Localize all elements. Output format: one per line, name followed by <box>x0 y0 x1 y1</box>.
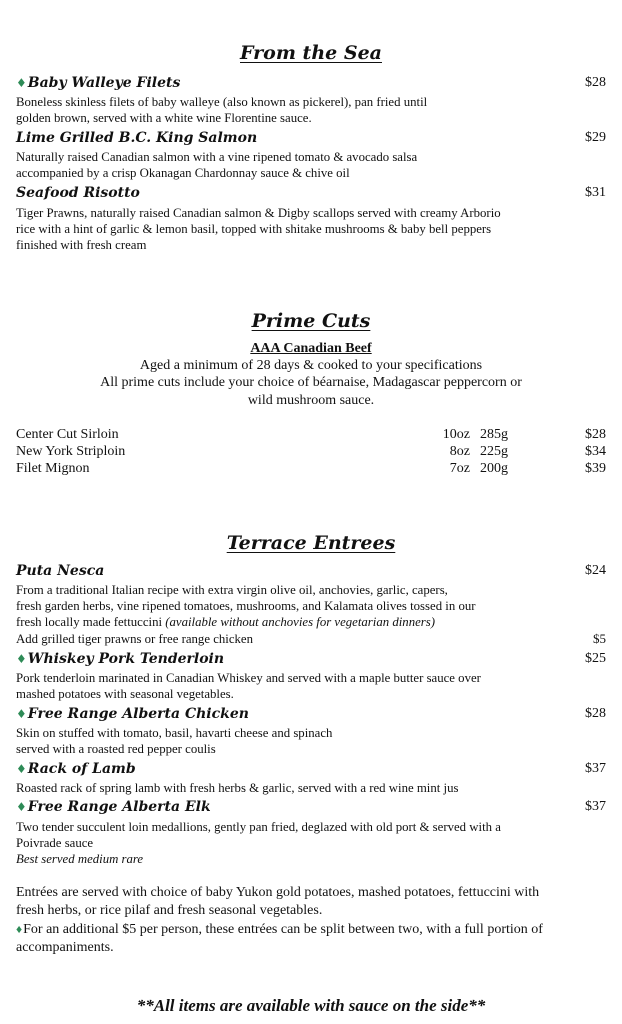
item-description <box>16 725 556 757</box>
item-name <box>16 75 180 91</box>
cut-price: $28 <box>585 427 606 442</box>
section-title-terrace: Terrace Entrees <box>226 532 396 554</box>
note-text: For an additional $5 per person, these entrées can be split between two, with a full portion of <box>23 922 543 937</box>
menu-item-alberta-elk <box>16 798 606 816</box>
cut-name: Filet Mignon <box>16 461 90 476</box>
menu-item-risotto <box>16 184 606 202</box>
item-name-text: Whiskey Pork Tenderloin <box>27 651 225 667</box>
beef-subtitle: AAA Canadian Beef <box>250 341 372 356</box>
menu-item-whiskey-pork <box>16 650 606 668</box>
note-line <box>16 920 596 939</box>
cut-oz: 10oz <box>442 427 470 442</box>
diamond-icon: ♦ <box>16 707 27 721</box>
item-price: $28 <box>585 75 606 90</box>
diamond-icon: ♦ <box>16 76 27 90</box>
cut-oz: 8oz <box>449 444 470 459</box>
cut-name: Center Cut Sirloin <box>16 427 119 442</box>
cut-row-sirloin <box>16 426 606 444</box>
beef-line: All prime cuts include your choice of béarnaise, Madagascar peppercorn or <box>100 375 522 390</box>
desc-line: Tiger Prawns, naturally raised Canadian salmon & Digby scallops served with creamy Arborio <box>16 206 501 220</box>
item-name <box>16 706 249 722</box>
desc-line: fresh garden herbs, vine ripened tomatoes, mushrooms, and Kalamata olives tossed in our <box>16 599 476 613</box>
item-name-text: Rack of Lamb <box>27 761 136 777</box>
diamond-icon: ♦ <box>16 762 27 776</box>
note-line: fresh herbs, or rice pilaf and fresh seasonal vegetables. <box>16 903 323 918</box>
addon-price: $5 <box>593 631 606 646</box>
item-price: $37 <box>585 761 606 776</box>
item-name <box>16 799 211 815</box>
beef-line: Aged a minimum of 28 days & cooked to your specifications <box>139 358 483 373</box>
desc-line: accompanied by a crisp Okanagan Chardonnay sauce & chive oil <box>16 166 350 180</box>
addon-text: Add grilled tiger prawns or free range chicken <box>16 632 253 646</box>
desc-line: From a traditional Italian recipe with extra virgin olive oil, anchovies, garlic, capers, <box>16 583 448 597</box>
desc-line: Skin on stuffed with tomato, basil, havarti cheese and spinach <box>16 726 333 740</box>
item-name-text: Free Range Alberta Chicken <box>27 706 249 722</box>
menu-item-puta-nesca <box>16 562 606 580</box>
item-price: $29 <box>585 130 606 145</box>
item-name <box>16 651 224 667</box>
menu-item-alberta-chicken <box>16 705 606 723</box>
item-name-text: Free Range Alberta Elk <box>27 799 211 815</box>
desc-line: Boneless skinless filets of baby walleye (also known as pickerel), pan fried until <box>16 95 428 109</box>
item-name-text: Baby Walleye Filets <box>27 75 181 91</box>
cut-grams: 285g <box>480 427 508 442</box>
item-description <box>16 670 576 702</box>
cut-name: New York Striploin <box>16 444 126 459</box>
desc-text: fresh locally made fettuccini <box>16 615 166 629</box>
desc-line: Pork tenderloin marinated in Canadian Whiskey and served with a maple butter sauce over <box>16 671 481 685</box>
item-price: $37 <box>585 799 606 814</box>
menu-item-walleye <box>16 74 606 92</box>
diamond-icon: ♦ <box>16 652 27 666</box>
entree-notes <box>16 884 596 957</box>
desc-line: golden brown, served with a white wine Florentine sauce. <box>16 111 312 125</box>
desc-line: Roasted rack of spring lamb with fresh herbs & garlic, served with a red wine mint jus <box>16 781 459 795</box>
cut-row-filet <box>16 460 606 478</box>
cut-row-striploin <box>16 443 606 461</box>
section-title-prime: Prime Cuts <box>251 310 371 332</box>
vegetarian-note: (available without anchovies for vegetarian dinners) <box>165 615 435 629</box>
desc-line: mashed potatoes with seasonal vegetables. <box>16 687 234 701</box>
item-description <box>16 94 556 126</box>
item-price: $28 <box>585 706 606 721</box>
desc-line <box>16 614 576 630</box>
cut-grams: 225g <box>480 444 508 459</box>
item-name: Seafood Risotto <box>16 185 140 201</box>
desc-line: Poivrade sauce <box>16 836 94 850</box>
desc-line: Naturally raised Canadian salmon with a vine ripened tomato & avocado salsa <box>16 150 418 164</box>
desc-line: finished with fresh cream <box>16 238 147 252</box>
sauce-footer: **All items are available with sauce on the side** <box>136 996 486 1015</box>
item-price: $24 <box>585 563 606 578</box>
diamond-icon: ♦ <box>16 922 23 936</box>
cut-grams: 200g <box>480 461 508 476</box>
menu-item-rack-of-lamb <box>16 760 606 778</box>
diamond-icon: ♦ <box>16 800 27 814</box>
item-price: $25 <box>585 651 606 666</box>
desc-line: Two tender succulent loin medallions, gently pan fried, deglazed with old port & served with a <box>16 820 501 834</box>
item-name: Lime Grilled B.C. King Salmon <box>16 130 258 146</box>
addon-row <box>16 630 606 648</box>
note-line: accompaniments. <box>16 940 114 955</box>
desc-line: served with a roasted red pepper coulis <box>16 742 216 756</box>
section-title-sea: From the Sea <box>240 42 382 64</box>
menu-item-salmon <box>16 129 606 147</box>
beef-line: wild mushroom sauce. <box>247 393 375 408</box>
item-description <box>16 149 556 181</box>
item-price: $31 <box>585 185 606 200</box>
item-description <box>16 582 576 630</box>
item-description <box>16 819 576 867</box>
serving-note: Best served medium rare <box>16 852 144 866</box>
cut-price: $39 <box>585 461 606 476</box>
note-line: Entrées are served with choice of baby Yukon gold potatoes, mashed potatoes, fettuccini with <box>16 885 540 900</box>
item-description <box>16 205 576 253</box>
item-description <box>16 780 576 796</box>
item-name <box>16 761 136 777</box>
cut-oz: 7oz <box>449 461 470 476</box>
item-name: Puta Nesca <box>16 563 105 579</box>
desc-line: rice with a hint of garlic & lemon basil, topped with shitake mushrooms & baby bell peppers <box>16 222 492 236</box>
cut-price: $34 <box>585 444 606 459</box>
